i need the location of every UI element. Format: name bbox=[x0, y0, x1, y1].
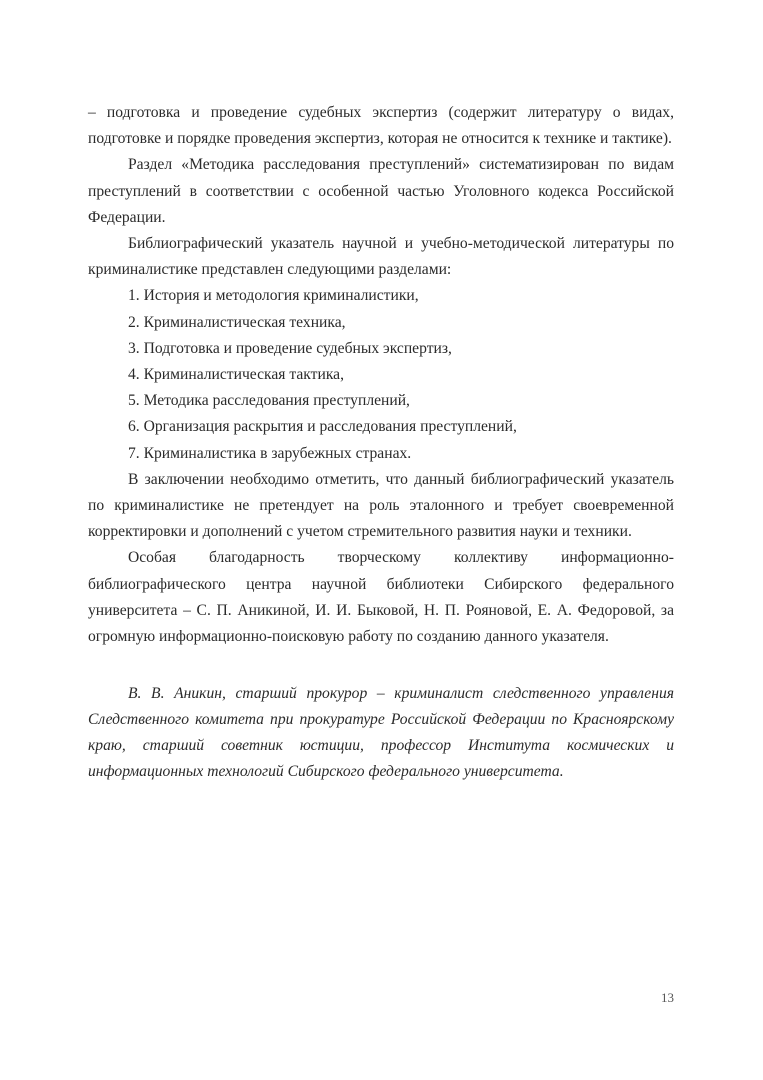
list-item: 6. Организация раскрытия и расследования преступлений, bbox=[128, 418, 517, 436]
paragraph-index-intro: Библиографический указатель научной и учебно-методической литературы по криминалистике представлен следующими разделами: bbox=[88, 235, 674, 279]
paragraph-expertise: – подготовка и проведение судебных экспертиз (содержит литературу о видах, подготовке и порядке проведения экспертиз, которая не относится к технике и тактике). bbox=[88, 104, 674, 148]
sections-list bbox=[88, 283, 674, 466]
list-item: 7. Криминалистика в зарубежных странах. bbox=[128, 444, 412, 462]
page-number: 13 bbox=[661, 990, 674, 1005]
paragraph-conclusion: В заключении необходимо отметить, что данный библиографический указатель по криминалистике не претендует на роль эталонного и требует своевременной корректировки и дополнений с учетом стремительного развития науки и техники. bbox=[88, 470, 674, 541]
paragraph-methodology-section: Раздел «Методика расследования преступлений» систематизирован по видам преступлений в соответствии с особенной частью Уголовного кодекса Российской Федерации. bbox=[88, 156, 674, 226]
list-item: 1. История и методология криминалистики, bbox=[128, 287, 419, 305]
body-text bbox=[88, 100, 674, 650]
list-item: 5. Методика расследования преступлений, bbox=[128, 392, 410, 410]
list-item: 2. Криминалистическая техника, bbox=[128, 313, 346, 331]
author-signature: В. В. Аникин, старший прокурор – криминалист следственного управления Следственного комитета при прокуратуре Российской Федерации по Красноярскому краю, старший советник юстиции, профессор Института космических и информационных технологий Сибирского федерального университета. bbox=[88, 684, 674, 781]
list-item: 4. Криминалистическая тактика, bbox=[128, 366, 344, 384]
list-item: 3. Подготовка и проведение судебных экспертиз, bbox=[128, 339, 452, 357]
paragraph-acknowledgement: Особая благодарность творческому коллективу информационно-библиографического центра научной библиотеки Сибирского федерального университета – С. П. Аникиной, И. И. Быковой, Н. П. Рояновой, Е. А. Федоровой, за огромную информационно-поисковую работу по созданию данного указателя. bbox=[88, 549, 674, 646]
